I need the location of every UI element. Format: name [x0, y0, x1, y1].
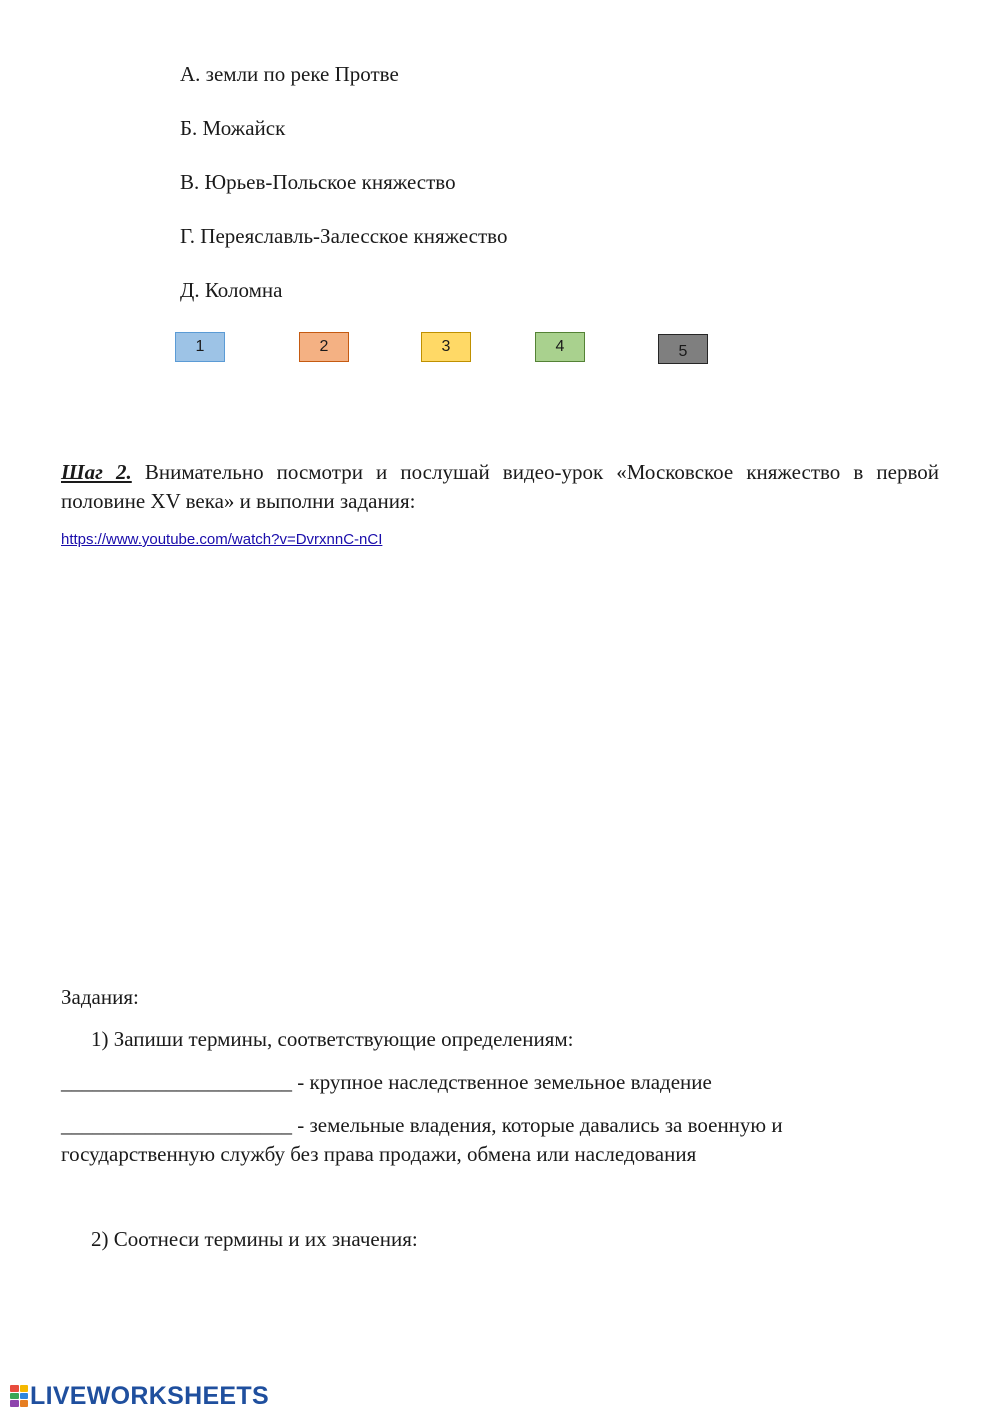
definition-2-text: - земельные владения, которые давались за военную и государственную службу без права продажи, обмена или наследования — [61, 1113, 783, 1166]
liveworksheets-logo-icon — [10, 1385, 28, 1407]
option-d: Д. Коломна — [180, 278, 283, 302]
answer-blank-2[interactable]: ______________________ — [61, 1113, 292, 1137]
answer-box-3[interactable]: 3 — [421, 332, 471, 362]
tasks-heading: Задания: — [61, 985, 139, 1009]
answer-box-1[interactable]: 1 — [175, 332, 225, 362]
task2-instruction: 2) Соотнеси термины и их значения: — [91, 1227, 418, 1251]
liveworksheets-logo — [10, 1381, 269, 1411]
definition-row-2 — [61, 1111, 939, 1169]
step2-label: Шаг 2. — [61, 460, 132, 484]
option-v: В. Юрьев-Польское княжество — [180, 170, 456, 194]
option-a: А. земли по реке Протве — [180, 62, 399, 86]
answer-box-5[interactable]: 5 — [658, 334, 708, 364]
liveworksheets-brand: LIVEWORKSHEETS — [30, 1381, 269, 1410]
step2-paragraph — [61, 458, 939, 516]
option-b: Б. Можайск — [180, 116, 286, 140]
answer-blank-1[interactable]: ______________________ — [61, 1070, 292, 1094]
step2-text: Внимательно посмотри и послушай видео-урок «Московское княжество в первой половине XV века» и выполни задания: — [61, 460, 939, 513]
task1-instruction: 1) Запиши термины, соответствующие определениям: — [91, 1027, 574, 1051]
answer-box-2[interactable]: 2 — [299, 332, 349, 362]
option-g: Г. Переяславль-Залесское княжество — [180, 224, 508, 248]
definition-1-text: - крупное наследственное земельное владение — [297, 1070, 712, 1094]
video-link[interactable]: https://www.youtube.com/watch?v=DvrxnnC-nCI — [61, 531, 383, 548]
definition-row-1 — [61, 1068, 712, 1096]
answer-box-4[interactable]: 4 — [535, 332, 585, 362]
